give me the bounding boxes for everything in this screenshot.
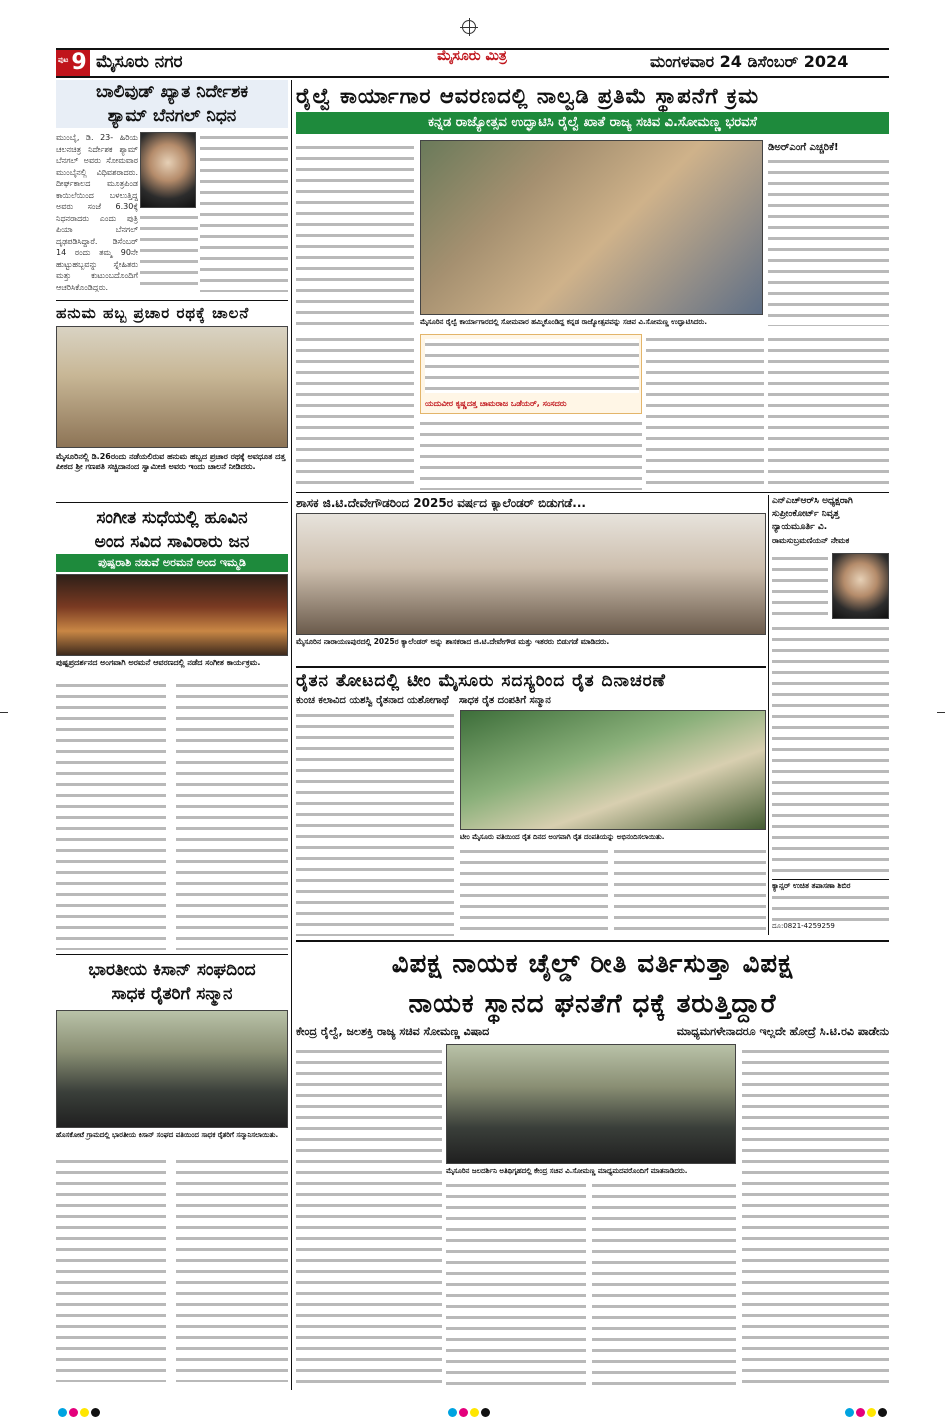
black-dot-icon	[878, 1408, 887, 1417]
music-subhead: ಪುಷ್ಪರಾಶಿ ನಡುವೆ ಅರಮನೆ ಅಂದ ಇಮ್ಮಡಿ	[56, 554, 288, 572]
kisan-caption: ಹೊಸಕೋಟೆ ಗ್ರಾಮದಲ್ಲಿ ಭಾರತೀಯ ಕಿಸಾನ್ ಸಂಘದ ವತಿಯಿಂದ ಸಾಧಕ ರೈತರಿಗೆ ಸನ್ಮಾನಿಸಲಾಯಿತು.	[56, 1131, 279, 1139]
railway-body-col-1	[296, 142, 414, 327]
music-body	[56, 680, 288, 950]
justice-headline-2: ಸುಪ್ರೀಂಕೋರ್ಟ್ ನಿವೃತ್ತ	[772, 509, 840, 519]
magenta-dot-icon	[459, 1408, 468, 1417]
cmyk-marks-right	[845, 1402, 889, 1421]
opposition-photo	[446, 1044, 736, 1164]
opposition-body-col-4	[742, 1046, 889, 1386]
calendar-caption: ಮೈಸೂರಿನ ನಾರಾಯಣಪುರದಲ್ಲಿ 2025ರ ಕ್ಯಾಲೆಂಡರ್ ಅನ್ನು ಶಾಸಕರಾದ ಜಿ.ಟಿ.ದೇವೇಗೌಡ ಮತ್ತು ಇತರರು ಬಿಡುಗಡೆ ಮಾಡಿದರು.	[296, 637, 610, 646]
benegal-body: ಮುಂಬೈ, ಡಿ. 23- ಹಿರಿಯ ಚಲನಚಿತ್ರ ನಿರ್ದೇಶಕ ಶ್ಯಾಮ್ ಬೆನಗಲ್ ಅವರು ಸೋಮವಾರ ಮುಂಬೈನಲ್ಲಿ ವಿಧಿವಶರಾದರು. ದೀರ್ಘಕಾಲದ ಮೂತ್ರಪಿಂಡ ಕಾಯಿಲೆಯಿಂದ ಬಳಲುತ್ತಿದ್ದ ಅವರು ಸಂಜೆ 6.30ಕ್ಕೆ ನಿಧನರಾದರು ಎಂದು ಪುತ್ರಿ ಪಿಯಾ ಬೆನಗಲ್ ದೃಢಪಡಿಸಿದ್ದಾರೆ. ಡಿಸೆಂಬರ್ 14 ರಂದು ತಮ್ಮ 90ನೇ ಹುಟ್ಟುಹಬ್ಬವನ್ನು ಸ್ನೇಹಿತರು ಮತ್ತು ಕುಟುಂಬದೊಂದಿಗೆ ಆಚರಿಸಿಕೊಂಡಿದ್ದರು.	[56, 133, 138, 292]
registration-mark-icon	[462, 20, 476, 34]
railway-headline: ರೈಲ್ವೆ ಕಾರ್ಯಾಗಾರ ಆವರಣದಲ್ಲಿ ನಾಲ್ವಡಿ ಪ್ರತಿಮೆ ಸ್ಥಾಪನೆಗೆ ಕ್ರಮ	[296, 84, 760, 108]
justice-body	[772, 553, 828, 619]
railway-sidebar-body	[768, 156, 889, 326]
justice-headline-1: ಎನ್‌ಎಚ್‌ಆರ್‌ಸಿ ಅಧ್ಯಕ್ಷರಾಗಿ	[772, 496, 853, 506]
farmer-body-col-3	[614, 846, 766, 936]
crop-mark-icon	[0, 712, 8, 713]
divider	[56, 300, 288, 301]
opposition-bullet-2: ಮಾಧ್ಯಮಗಳೇನಾದರೂ ಇಲ್ಲದೇ ಹೋದ್ರೆ ಸಿ.ಟಿ.ರವಿ ಪಾಡೇನು	[676, 1025, 889, 1038]
kisan-photo	[56, 1010, 288, 1128]
notice-title: ಕ್ಯಾನ್ಸರ್ ಉಚಿತ ತಪಾಸಣಾ ಶಿಬಿರ	[772, 881, 851, 890]
kisan-body-col-1	[56, 1156, 166, 1382]
opposition-bullets	[296, 1024, 889, 1040]
music-photo	[56, 574, 288, 656]
hanuma-photo	[56, 326, 288, 448]
divider	[296, 492, 889, 493]
opposition-body-col-2	[446, 1180, 586, 1386]
divider	[56, 954, 288, 955]
story-kisan	[56, 958, 288, 1388]
notice-body	[772, 892, 889, 922]
notice-phone: ದೂ:0821-4259259	[772, 922, 835, 930]
header-bottom-rule	[56, 76, 889, 78]
railway-body-col-4	[768, 334, 889, 490]
railway-quote-text	[425, 339, 639, 393]
justice-headline-3: ನ್ಯಾಯಮೂರ್ತಿ ವಿ.	[772, 522, 828, 532]
yellow-dot-icon	[80, 1408, 89, 1417]
hanuma-headline: ಹನುಮ ಹಬ್ಬ ಪ್ರಚಾರ ರಥಕ್ಕೆ ಚಾಲನೆ	[56, 304, 250, 322]
opposition-bullet-1: ಕೇಂದ್ರ ರೈಲ್ವೆ, ಜಲಶಕ್ತಿ ರಾಜ್ಯ ಸಚಿವ ಸೋಮಣ್ಣ ವಿಷಾದ	[296, 1025, 490, 1038]
story-music	[56, 506, 288, 676]
masthead-logo: ಮೈಸೂರು ಮಿತ್ರ	[437, 48, 507, 64]
railway-body-col-5	[420, 418, 642, 490]
music-headline-2: ಅಂದ ಸವಿದ ಸಾವಿರಾರು ಜನ	[94, 532, 250, 552]
farmer-bullet-1: ಕುಂಚ ಕಲಾವಿದ ಯಶಸ್ವಿ ರೈತನಾದ ಯಶೋಗಾಥೆ	[296, 695, 449, 706]
cmyk-marks-left	[58, 1402, 102, 1421]
story-justice	[772, 495, 889, 935]
farmer-photo	[460, 710, 766, 830]
farmer-caption: ಟೀಂ ಮೈಸೂರು ವತಿಯಿಂದ ರೈತ ದಿನದ ಅಂಗವಾಗಿ ರೈತ ದಂಪತಿಯನ್ನು ಅಭಿನಂದಿಸಲಾಯಿತು.	[460, 833, 665, 841]
benegal-body-cont-2	[140, 212, 198, 292]
opposition-headline-1: ವಿಪಕ್ಷ ನಾಯಕ ಚೈಲ್ಡ್ ರೀತಿ ವರ್ತಿಸುತ್ತಾ ವಿಪಕ್ಷ	[391, 949, 794, 979]
divider	[56, 502, 288, 503]
farmer-bullet-2: ಸಾಧಕ ರೈತ ದಂಪತಿಗೆ ಸನ್ಮಾನ	[458, 695, 551, 706]
farmer-bullets	[296, 694, 766, 708]
farmer-headline: ರೈತನ ತೋಟದಲ್ಲಿ ಟೀಂ ಮೈಸೂರು ಸದಸ್ಯರಿಂದ ರೈತ ದಿನಾಚರಣೆ	[296, 666, 766, 694]
benegal-portrait-photo	[140, 132, 196, 208]
issue-date: ಮಂಗಳವಾರ 24 ಡಿಸೆಂಬರ್ 2024	[650, 52, 849, 71]
section-title: ಮೈಸೂರು ನಗರ	[96, 52, 183, 72]
opposition-body-col-1	[296, 1046, 442, 1386]
railway-body-col-2	[296, 334, 414, 490]
kisan-headline-1: ಭಾರತೀಯ ಕಿಸಾನ್ ಸಂಘದಿಂದ	[88, 960, 256, 980]
hanuma-caption: ಮೈಸೂರಿನಲ್ಲಿ ಡಿ.26ರಂದು ನಡೆಯಲಿರುವ ಹನುಮ ಹಬ್ಬದ ಪ್ರಚಾರ ರಥಕ್ಕೆ ಅವಧೂತ ದತ್ತ ಪೀಠದ ಶ್ರೀ ಗಣಪತಿ ಸಚ್ಚಿದಾನಂದ ಸ್ವಾಮೀಜಿ ಅವರು ಇಂದು ಚಾಲನೆ ನೀಡಿದರು.	[56, 452, 286, 471]
column-rule	[291, 80, 292, 1390]
magenta-dot-icon	[856, 1408, 865, 1417]
justice-portrait-photo	[832, 553, 889, 619]
page-number: 9	[71, 50, 87, 75]
railway-sidebar-title: ಡಿಅರ್‌ಎಂಗೆ ಎಚ್ಚರಿಕೆ!	[768, 142, 839, 153]
justice-body-2	[772, 623, 889, 873]
kisan-body-col-2	[176, 1156, 288, 1382]
story-benegal	[56, 80, 288, 298]
magenta-dot-icon	[69, 1408, 78, 1417]
opposition-caption: ಮೈಸೂರಿನ ಜಲದರ್ಶಿನಿ ಅತಿಥಿಗೃಹದಲ್ಲಿ ಕೇಂದ್ರ ಸಚಿವ ವಿ.ಸೋಮಣ್ಣ ಮಾಧ್ಯಮದವರೊಂದಿಗೆ ಮಾತನಾಡಿದರು.	[446, 1167, 688, 1175]
crop-mark-icon	[937, 712, 945, 713]
benegal-headline-2: ಶ್ಯಾಮ್ ಬೆನಗಲ್ ನಿಧನ	[56, 104, 288, 128]
cyan-dot-icon	[845, 1408, 854, 1417]
railway-sidebar	[768, 142, 889, 327]
benegal-body-cont	[200, 132, 288, 292]
railway-quote-by: ಯದುವೀರ ಕೃಷ್ಣದತ್ತ ಚಾಮರಾಜ ಒಡೆಯರ್, ಸಂಸದರು	[425, 399, 567, 408]
story-calendar	[296, 495, 766, 665]
cyan-dot-icon	[58, 1408, 67, 1417]
benegal-headline-1: ಬಾಲಿವುಡ್ ಖ್ಯಾತ ನಿರ್ದೇಶಕ	[56, 80, 288, 104]
cyan-dot-icon	[448, 1408, 457, 1417]
divider	[768, 495, 769, 935]
music-body-col-2	[176, 680, 288, 950]
divider	[296, 940, 889, 942]
yellow-dot-icon	[867, 1408, 876, 1417]
story-opposition	[296, 944, 889, 1388]
railway-caption: ಮೈಸೂರಿನ ರೈಲ್ವೆ ಕಾರ್ಯಾಗಾರದಲ್ಲಿ ಸೋಮವಾರ ಹಮ್ಮಿಕೊಂಡಿದ್ದ ಕನ್ನಡ ರಾಜ್ಯೋತ್ಸವವನ್ನು ಸಚಿವ ವಿ.ಸೋಮಣ್ಣ ಉದ್ಘಾಟಿಸಿದರು.	[420, 318, 708, 326]
music-body-col-1	[56, 680, 166, 950]
music-caption: ಪುಷ್ಪಪ್ರದರ್ಶನದ ಅಂಗವಾಗಿ ಅರಮನೆ ಆವರಣದಲ್ಲಿ ನಡೆದ ಸಂಗೀತ ಕಾರ್ಯಕ್ರಮ.	[56, 658, 261, 667]
cancer-notice-box	[772, 879, 889, 935]
railway-quote-box	[420, 334, 642, 414]
page-word: ಪುಟ	[58, 56, 69, 64]
farmer-body-col-1	[296, 710, 454, 936]
black-dot-icon	[91, 1408, 100, 1417]
kisan-headline-2: ಸಾಧಕ ರೈತರಿಗೆ ಸನ್ಮಾನ	[111, 984, 233, 1004]
justice-headline-4: ರಾಮಸುಬ್ರಮಣಿಯನ್ ನೇಮಕ	[772, 536, 850, 545]
black-dot-icon	[481, 1408, 490, 1417]
opposition-headline-2: ನಾಯಕ ಸ್ಥಾನದ ಘನತೆಗೆ ಧಕ್ಕೆ ತರುತ್ತಿದ್ದಾರೆ	[408, 989, 777, 1019]
railway-subhead: ಕನ್ನಡ ರಾಜ್ಯೋತ್ಸವ ಉದ್ಘಾಟಿಸಿ ರೈಲ್ವೆ ಖಾತೆ ರಾಜ್ಯ ಸಚಿವ ವಿ.ಸೋಮಣ್ಣ ಭರವಸೆ	[296, 112, 889, 134]
yellow-dot-icon	[470, 1408, 479, 1417]
cmyk-marks-center	[448, 1402, 492, 1421]
railway-body-col-3	[646, 334, 764, 490]
railway-photo	[420, 140, 763, 315]
calendar-photo	[296, 513, 766, 635]
story-railway	[296, 80, 889, 490]
page-header	[0, 0, 945, 78]
music-headline-1: ಸಂಗೀತ ಸುಧೆಯಲ್ಲಿ ಹೂವಿನ	[96, 508, 248, 528]
story-farmer	[296, 666, 766, 938]
opposition-body-col-3	[592, 1180, 736, 1386]
story-hanuma	[56, 304, 288, 500]
calendar-headline: ಶಾಸಕ ಜಿ.ಟಿ.ದೇವೇಗೌಡರಿಂದ 2025ರ ವರ್ಷದ ಕ್ಯಾಲೆಂಡರ್ ಬಿಡುಗಡೆ...	[296, 496, 586, 510]
farmer-body-col-2	[460, 846, 608, 936]
